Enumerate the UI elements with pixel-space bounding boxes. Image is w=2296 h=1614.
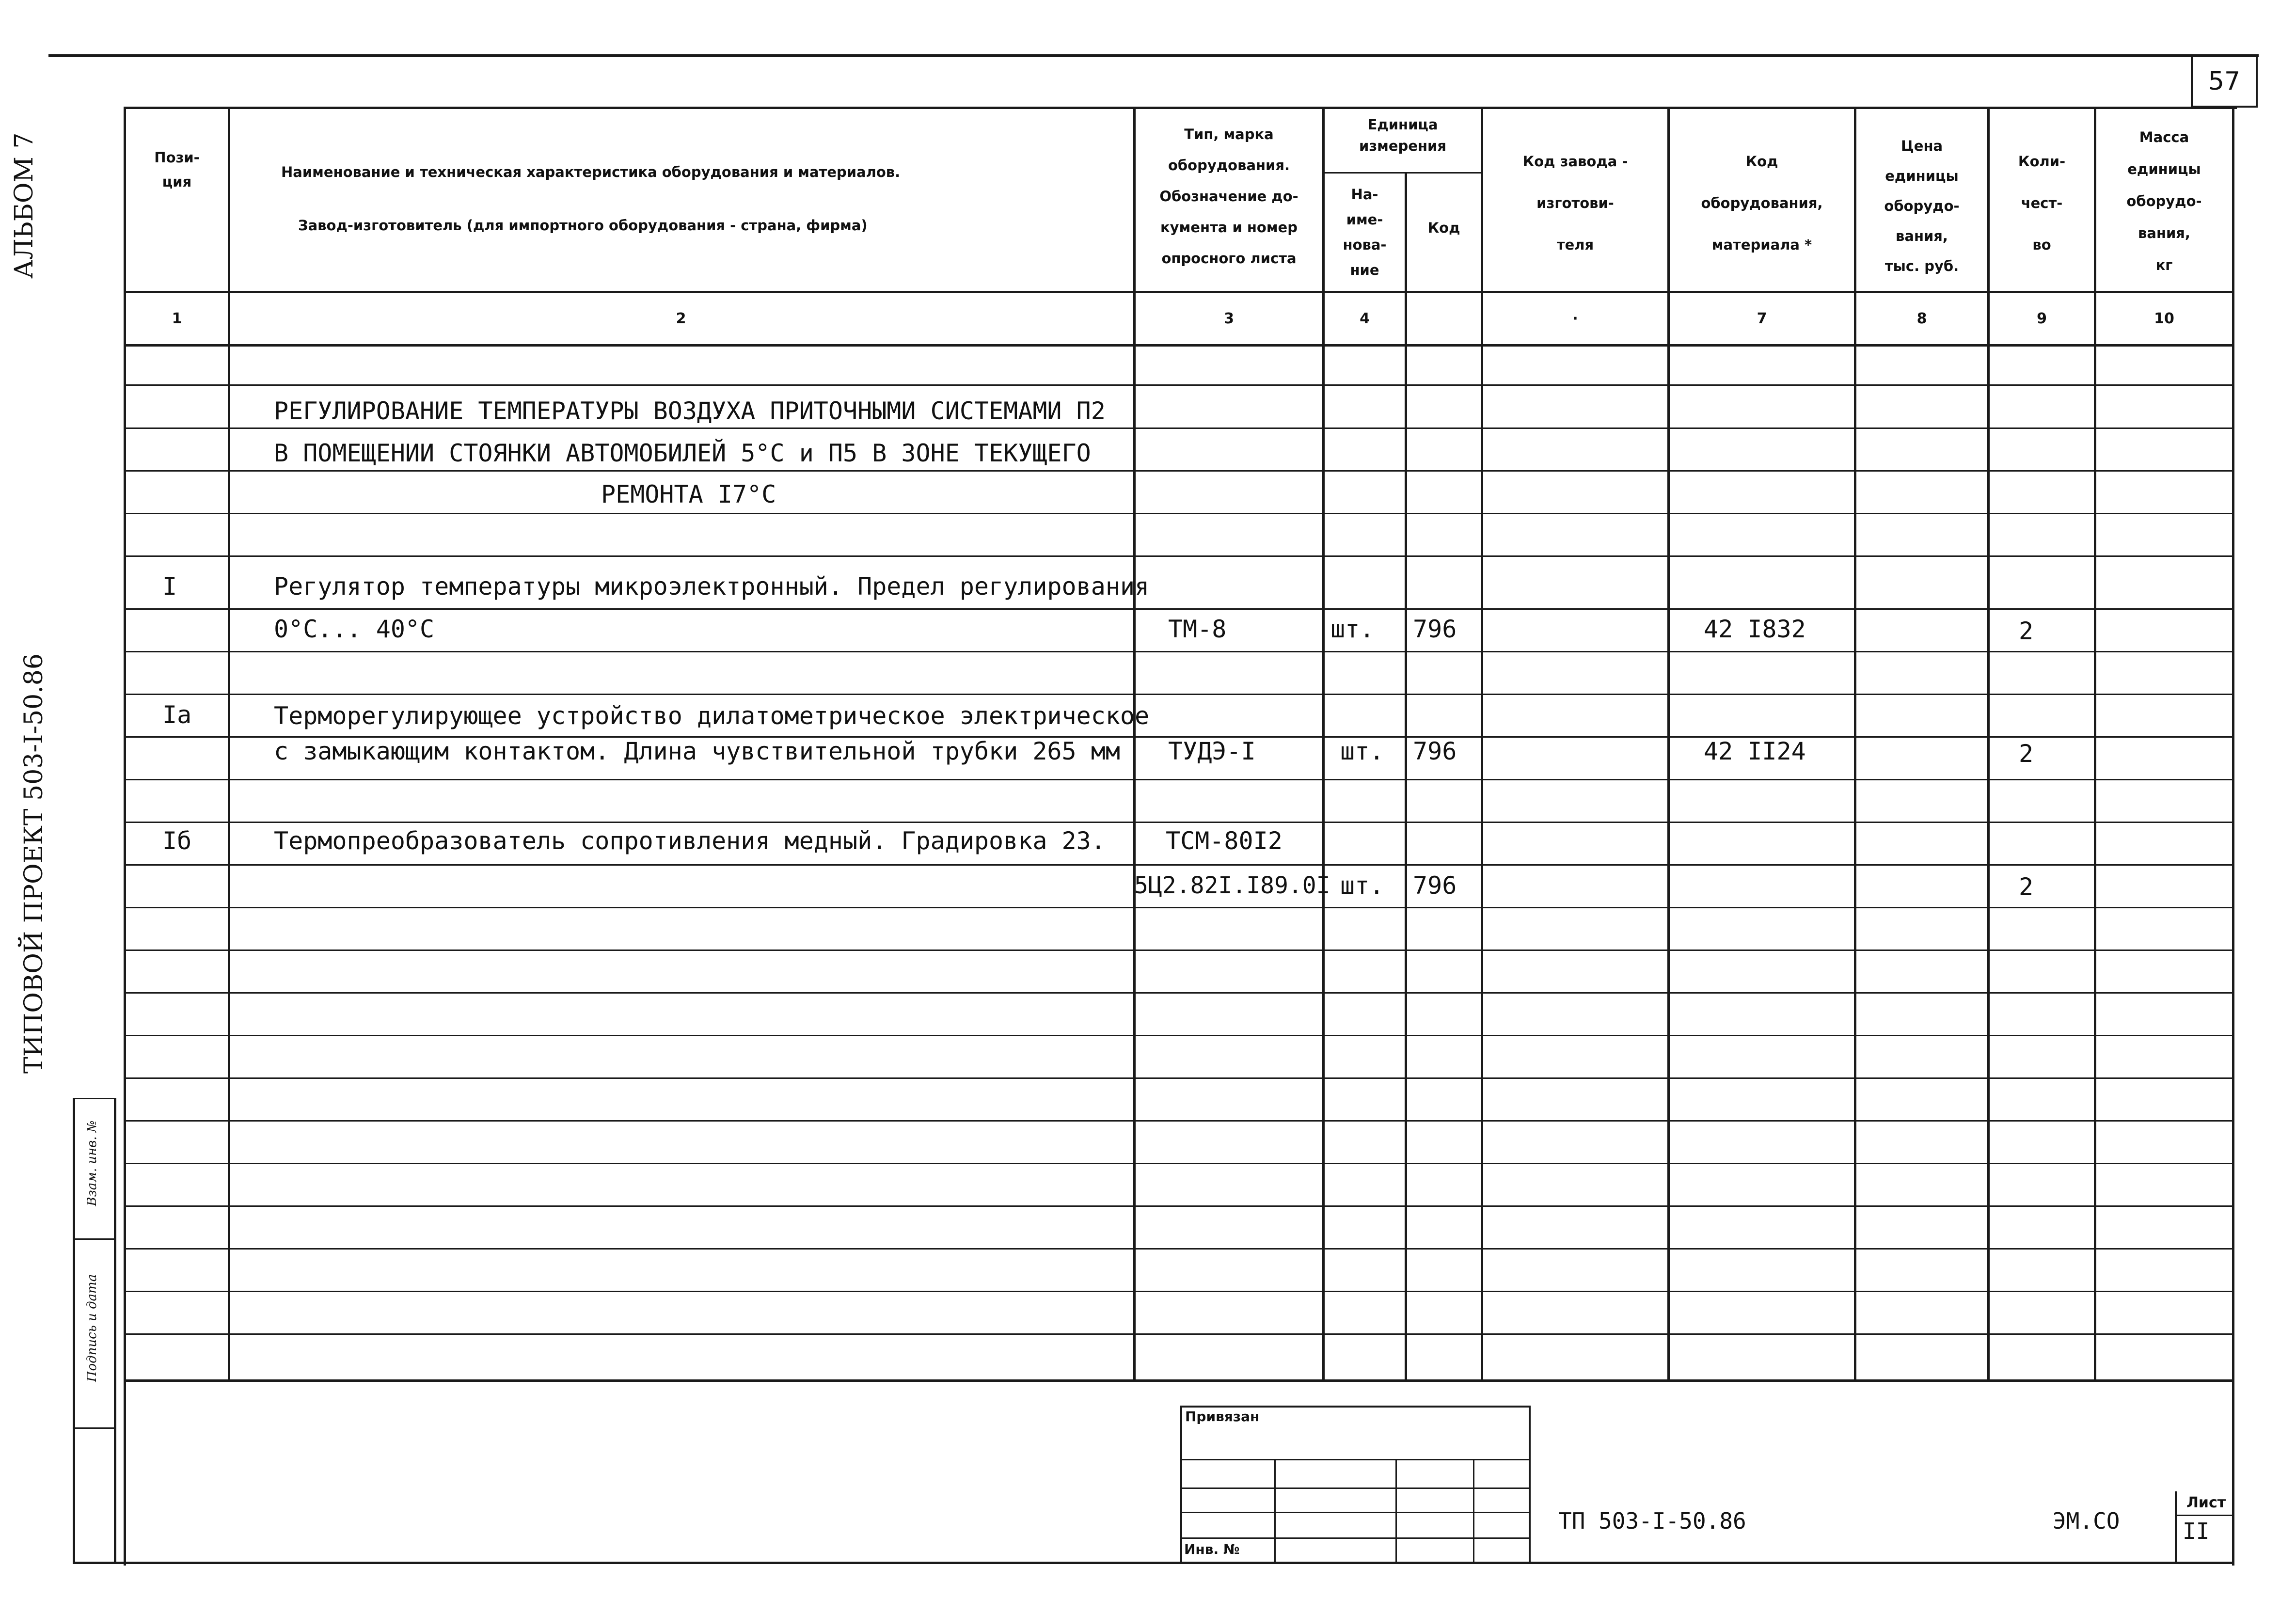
row-line [124, 1120, 2234, 1122]
doc-code: ТП 503-I-50.86 [1558, 1508, 1746, 1534]
row-line [124, 949, 2234, 951]
row-line [124, 992, 2234, 994]
item-name: 0°С... 40°С [274, 615, 435, 643]
left-stamp-border-inner [114, 1098, 116, 1563]
row-line [124, 1333, 2234, 1335]
col-border [1405, 172, 1407, 1381]
section-title-line: РЕГУЛИРОВАНИЕ ТЕМПЕРАТУРЫ ВОЗДУХА ПРИТОЧНЫМИ СИСТЕМАМИ П2 [274, 397, 1106, 425]
left-stamp-border [73, 1098, 75, 1563]
project-label: ТИПОВОЙ ПРОЕКТ 503-I-50.86 [19, 653, 48, 1074]
item-unit: шт. [1330, 615, 1375, 643]
row-line [124, 384, 2234, 386]
item-quantity: 2 [2019, 617, 2034, 645]
row-line [124, 470, 2234, 472]
column-number: 7 [1757, 310, 1767, 327]
sheet-label: Лист [2186, 1494, 2226, 1511]
item-type: ТМ-8 [1168, 615, 1227, 643]
header-bottom [124, 291, 2234, 293]
page-number-box [2191, 57, 2258, 108]
item-name: Термопреобразователь сопротивления медный. Градировка 23. [274, 827, 1106, 855]
col-border [1667, 107, 1670, 1381]
row-line [124, 822, 2234, 823]
sheet-number: II [2183, 1518, 2210, 1544]
row-line [124, 1077, 2234, 1079]
col-border [1854, 107, 1856, 1381]
row-line [124, 555, 2234, 557]
row-line [124, 427, 2234, 429]
col-border [2094, 107, 2096, 1381]
column-number: 10 [2154, 310, 2174, 327]
number-row-bottom [124, 344, 2234, 347]
column-number: 1 [172, 310, 182, 327]
row-line [124, 1035, 2234, 1036]
inv-label: Инв. № [1184, 1541, 1240, 1557]
item-equipment-code: 42 I832 [1704, 615, 1806, 643]
header-position: Пози- ция [154, 149, 200, 190]
col-border [1322, 107, 1325, 1381]
col-border [1133, 107, 1136, 1381]
item-name: Терморегулирующее устройство дилатометрическое электрическое [274, 702, 1150, 730]
left-stamp-line [73, 1098, 115, 1099]
row-line [124, 864, 2234, 866]
item-equipment-code: 42 II24 [1704, 737, 1806, 765]
item-quantity: 2 [2019, 740, 2034, 768]
top-border [48, 54, 2259, 57]
table-top-border [124, 107, 2237, 109]
item-unit: шт. [1340, 737, 1384, 765]
left-stamp-line [73, 1238, 115, 1240]
section-title-line: РЕМОНТА I7°С [601, 480, 776, 508]
header-mass: Масса единицы оборудо- вания, кг [2126, 129, 2202, 273]
column-number: 4 [1360, 310, 1370, 327]
section-title-line: В ПОМЕЩЕНИИ СТОЯНКИ АВТОМОБИЛЕЙ 5°С и П5 В ЗОНЕ ТЕКУЩЕГО [274, 439, 1091, 467]
row-line [124, 779, 2234, 780]
row-line [124, 907, 2234, 908]
header-unit-code: Код [1427, 220, 1460, 236]
row-line [124, 651, 2234, 652]
row-line [124, 1205, 2234, 1207]
item-type: ТСМ-80I2 [1166, 827, 1283, 855]
header-type: Тип, марка оборудования. Обозначение до- кумента и номер опросного листа [1159, 126, 1298, 267]
row-line [124, 1248, 2234, 1250]
column-number: 2 [676, 310, 686, 327]
side-stamp-label: Взам. инв. № [85, 1120, 99, 1206]
item-type: 5Ц2.82I.I89.0I [1134, 872, 1330, 899]
table-bottom [124, 1379, 2234, 1382]
item-position: Iа [162, 701, 192, 729]
left-stamp-line [73, 1427, 115, 1429]
attached-stamp [1180, 1406, 1531, 1563]
row-line [124, 1291, 2234, 1292]
col-border [1987, 107, 1990, 1381]
header-unit-group: Единица измерения [1359, 116, 1446, 154]
attached-label: Привязан [1185, 1408, 1260, 1424]
header-price: Цена единицы оборудо- вания, тыс. руб. [1884, 138, 1960, 274]
row-line [124, 513, 2234, 514]
header-unit-name: На- име- нова- ние [1343, 186, 1387, 278]
page-number: 57 [2208, 67, 2241, 96]
album-label: АЛЬБОМ 7 [10, 132, 39, 279]
row-line [124, 1163, 2234, 1164]
column-number: · [1572, 310, 1578, 327]
header-name: Наименование и техническая характеристика оборудования и материалов. Завод-изготовитель (для импортного оборудования - страна, фирма) [281, 164, 901, 234]
item-position: I [162, 572, 177, 601]
row-line [124, 608, 2234, 610]
column-number: 8 [1916, 310, 1927, 327]
col-border [1481, 107, 1483, 1381]
item-unit-code: 796 [1413, 737, 1457, 765]
row-line [124, 694, 2234, 695]
sheet-box [2175, 1491, 2234, 1562]
item-position: Iб [162, 827, 192, 855]
item-name: Регулятор температуры микроэлектронный. Предел регулирования [274, 572, 1150, 601]
header-factory-code: Код завода - изготови- теля [1522, 153, 1628, 253]
col-border [2232, 107, 2234, 1566]
item-quantity: 2 [2019, 873, 2034, 901]
section-code: ЭМ.СО [2053, 1508, 2120, 1534]
item-unit-code: 796 [1413, 871, 1457, 900]
col-border [228, 107, 230, 1381]
column-number: 9 [2037, 310, 2047, 327]
item-unit-code: 796 [1413, 615, 1457, 643]
footer-bottom [73, 1562, 2234, 1564]
item-type: ТУДЭ-I [1168, 737, 1256, 765]
item-name: с замыкающим контактом. Длина чувствительной трубки 265 мм [274, 737, 1120, 765]
item-unit: шт. [1340, 871, 1384, 900]
column-number: 3 [1224, 310, 1234, 327]
unit-group-divider [1322, 172, 1482, 174]
header-equipment-code: Код оборудования, материала * [1701, 153, 1823, 253]
header-quantity: Коли- чест- во [2018, 153, 2066, 253]
side-stamp-label: Подпись и дата [85, 1274, 99, 1382]
